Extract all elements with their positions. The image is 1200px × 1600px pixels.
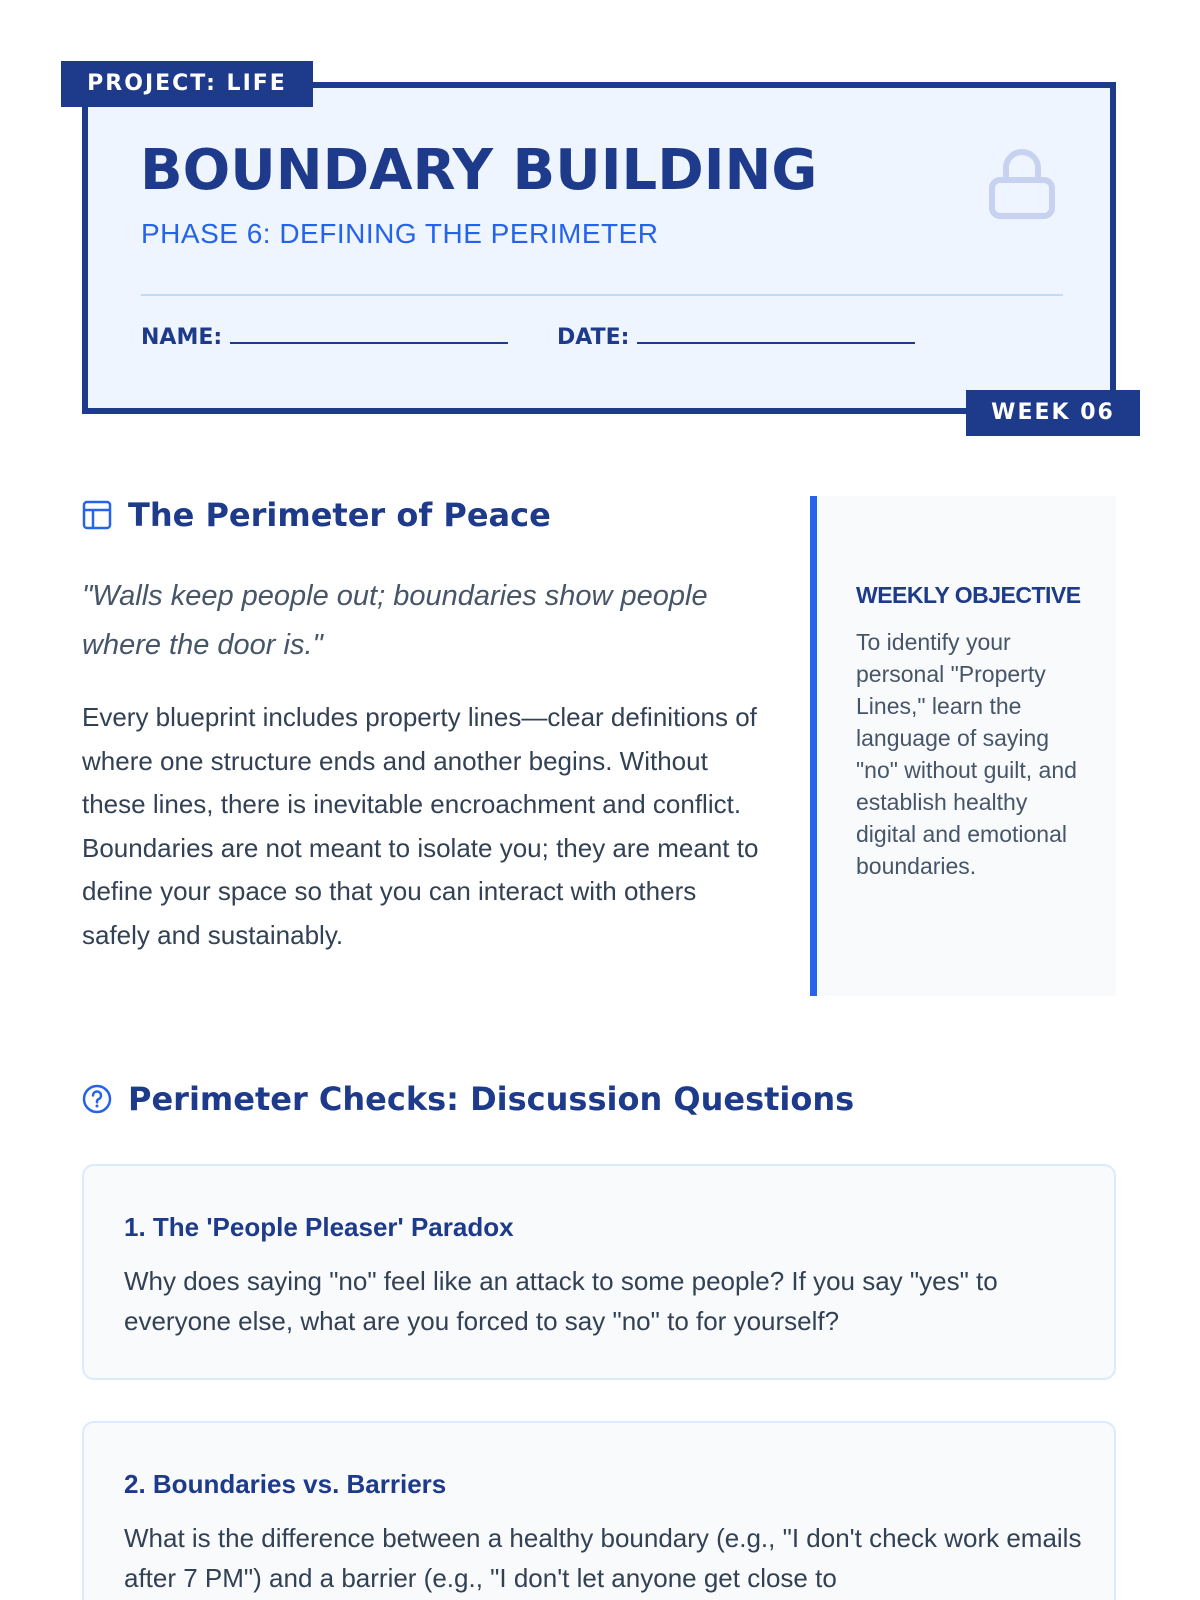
objective-title: WEEKLY OBJECTIVE — [856, 582, 1081, 608]
question-title: 1. The 'People Pleaser' Paradox — [124, 1212, 514, 1242]
header-divider — [141, 294, 1063, 296]
questions-heading — [82, 1080, 854, 1118]
project-tag: PROJECT: LIFE — [61, 61, 313, 107]
perimeter-heading — [82, 496, 551, 534]
name-label: NAME: — [141, 325, 223, 350]
questions-heading-text: Perimeter Checks: Discussion Questions — [128, 1080, 855, 1118]
question-card — [82, 1421, 1116, 1600]
help-circle-icon — [82, 1084, 112, 1114]
objective-text: To identify your personal "Property Lines," learn the language of saying "no" without guilt, and establish healthy digital and emotional boundaries. — [856, 629, 1077, 879]
intro-quote: "Walls keep people out; boundaries show people where the door is." — [82, 580, 708, 661]
layout-icon — [82, 500, 112, 530]
date-label: DATE: — [557, 325, 630, 350]
question-text: Why does saying "no" feel like an attack to some people? If you say "yes" to everyone else, what are you forced to say "no" to for yourself? — [124, 1266, 998, 1336]
date-line[interactable] — [637, 324, 915, 344]
question-text: What is the difference between a healthy boundary (e.g., "I don't check work emails after 7 PM") and a barrier (e.g., "I don't let anyone get close to — [124, 1523, 1082, 1593]
name-field[interactable] — [141, 324, 508, 350]
question-title: 2. Boundaries vs. Barriers — [124, 1469, 447, 1499]
page-title: BOUNDARY BUILDING — [140, 138, 818, 203]
question-card — [82, 1164, 1116, 1380]
date-field[interactable] — [557, 324, 915, 350]
week-tag: WEEK 06 — [966, 390, 1140, 436]
phase-subtitle: PHASE 6: DEFINING THE PERIMETER — [141, 218, 659, 249]
intro-paragraph: Every blueprint includes property lines—clear definitions of where one structure ends and another begins. Without these lines, there is inevitable encroachment and conflict. Boundaries are not meant to isolate you; they are meant to define your space so that you can interact with others safely and sustainably. — [82, 702, 759, 950]
lock-icon — [986, 144, 1058, 220]
name-line[interactable] — [230, 324, 508, 344]
perimeter-heading-text: The Perimeter of Peace — [128, 496, 551, 534]
